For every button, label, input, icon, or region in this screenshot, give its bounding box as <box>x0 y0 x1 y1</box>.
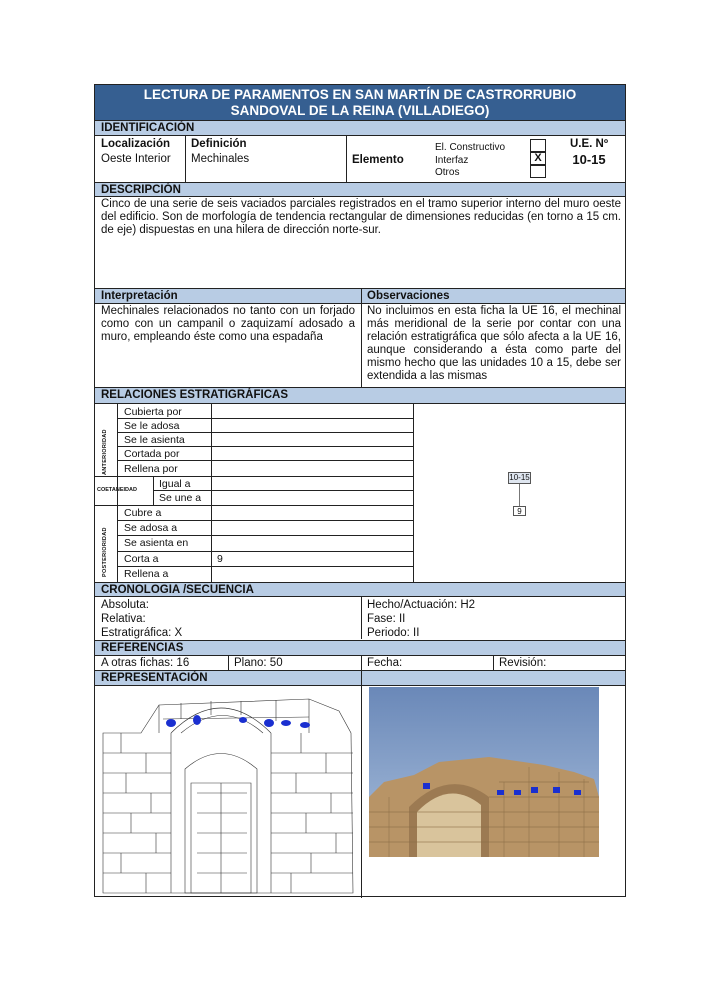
rel-label-se-le-asienta: Se le asienta <box>124 434 185 446</box>
rel-label-se-le-adosa: Se le adosa <box>124 420 180 432</box>
title-line-1: LECTURA DE PARAMENTOS EN SAN MARTÍN DE CASTRORRUBIO <box>143 87 577 102</box>
posterioridad-label: POSTERIORIDAD <box>102 527 108 577</box>
elevation-drawing <box>101 693 357 898</box>
definicion-value: Mechinales <box>191 153 250 165</box>
rel-label-se-une-a: Se une a <box>159 492 202 504</box>
checkbox-otros[interactable] <box>530 165 546 178</box>
coetaneidad-label: COETANEIDAD <box>97 487 137 493</box>
referencias-heading: REFERENCIAS <box>95 640 625 656</box>
cronologia-heading: CRONOLOGIA /SECUENCIA <box>95 582 625 597</box>
rel-label-corta-a: Corta a <box>124 553 159 565</box>
interp-obs-band <box>95 288 625 304</box>
ref-plano: Plano: 50 <box>234 657 283 669</box>
rel-label-cortada-por: Cortada por <box>124 448 180 460</box>
rel-value-corta-a[interactable]: 9 <box>217 553 223 565</box>
checkbox-constructivo[interactable] <box>530 139 546 152</box>
anterioridad-label: ANTERIORIDAD <box>102 429 108 475</box>
option-constructivo: El. Constructivo <box>435 142 506 153</box>
harris-connector <box>519 484 520 506</box>
cronologia-relativa: Relativa: <box>101 613 146 625</box>
rel-label-igual-a: Igual a <box>159 478 191 490</box>
interpretacion-text: Mechinales relacionados no tanto con un forjado como con un campanil o zaquizamí adosado a muro, empleando éste como una espadaña <box>101 305 355 343</box>
observaciones-heading: Observaciones <box>367 290 450 302</box>
descripcion-heading: DESCRIPCIÓN <box>95 182 625 197</box>
representacion-heading: REPRESENTACIÓN <box>95 670 625 686</box>
cronologia-fase: Fase: II <box>367 613 406 625</box>
record-sheet <box>94 84 626 897</box>
harris-node-10-15: 10-15 <box>509 473 530 482</box>
harris-node-9: 9 <box>513 506 526 516</box>
ue-label: U.E. Nº <box>569 138 609 150</box>
localizacion-label: Localización <box>101 138 171 150</box>
title-line-2: SANDOVAL DE LA REINA (VILLADIEGO) <box>230 103 490 118</box>
rel-label-rellena-a: Rellena a <box>124 568 169 580</box>
rel-label-se-asienta-en: Se asienta en <box>124 537 189 549</box>
relaciones-heading: RELACIONES ESTRATIGRÁFICAS <box>95 387 625 404</box>
cronologia-estratigrafica: Estratigráfica: X <box>101 627 183 639</box>
localizacion-value: Oeste Interior <box>101 153 171 165</box>
ref-revision: Revisión: <box>499 657 547 669</box>
rel-label-cubre-a: Cubre a <box>124 507 162 519</box>
wall-photograph <box>369 687 599 857</box>
ue-value: 10-15 <box>572 152 606 167</box>
interpretacion-heading: Interpretación <box>101 290 178 302</box>
rel-label-se-adosa-a: Se adosa a <box>124 522 178 534</box>
checkbox-interfaz[interactable]: X <box>530 152 546 165</box>
cronologia-absoluta: Absoluta: <box>101 599 149 611</box>
descripcion-text: Cinco de una serie de seis vaciados parciales registrados en el tramo superior interno del muro oeste del edificio. Son de morfología de tendencia rectangular de dimensiones reducidas (en torno a 15 cm. de eje) dispuestas en una hilera de dirección norte-sur. <box>101 198 621 236</box>
option-interfaz: Interfaz <box>435 155 469 166</box>
rel-label-rellena-por: Rellena por <box>124 463 178 475</box>
cronologia-periodo: Periodo: II <box>367 627 420 639</box>
cronologia-hecho: Hecho/Actuación: H2 <box>367 599 476 611</box>
option-otros: Otros <box>435 167 460 178</box>
identificacion-heading: IDENTIFICACIÓN <box>95 120 625 136</box>
rel-label-cubierta-por: Cubierta por <box>124 406 182 418</box>
definicion-label: Definición <box>191 138 247 150</box>
sheet-title <box>95 85 625 120</box>
elemento-label: Elemento <box>352 154 404 166</box>
ref-fecha: Fecha: <box>367 657 403 669</box>
observaciones-text: No incluimos en esta ficha la UE 16, el mechinal más meridional de la serie por contar con una relación estratigráfica que sólo afecta a la UE 16, aunque considerando a ésta como parte del mismo hecho que las unidades 10 a 15, debe ser extendida a las mismas <box>367 305 621 382</box>
ref-otras-fichas: A otras fichas: 16 <box>101 657 190 669</box>
